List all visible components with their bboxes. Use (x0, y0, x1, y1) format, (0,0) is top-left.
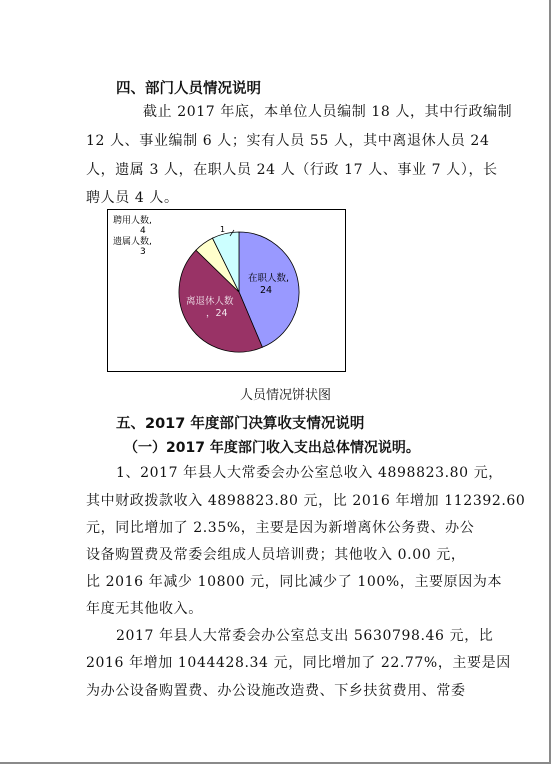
section-5-heading: 五、2017 年度部门决算收支情况说明 (116, 416, 365, 432)
section-5-line-9: 为办公设备购置费、办公设施改造费、下乡扶贫费用、常委 (86, 683, 466, 699)
section-4-line-3: 人，遗属 3 人，在职人员 24 人（行政 17 人、事业 7 人），长 (86, 162, 498, 178)
pie-chart-svg (108, 210, 345, 371)
section-5-line-7: 2017 年县人大常委会办公室总支出 5630798.46 元，比 (116, 628, 494, 644)
section-5-line-6: 年度无其他收入。 (86, 601, 203, 617)
pie-label-lituixiu-name: 离退休人数 (186, 296, 234, 307)
personnel-pie-chart (107, 209, 346, 372)
section-4-line-4: 聘人员 4 人。 (86, 190, 179, 206)
pie-label-zaizhi-name: 在职人数, (248, 273, 290, 284)
pie-label-yishu-value: 3 (140, 247, 146, 257)
section-5-line-1: 1、2017 年县人大常委会办公室总收入 4898823.80 元， (116, 465, 503, 481)
section-4-line-1: 截止 2017 年底，本单位人员编制 18 人，其中行政编制 (143, 104, 513, 120)
section-5-subheading: （一）2017 年度部门收入支出总体情况说明。 (124, 440, 420, 456)
pie-callout-label: 1 (220, 225, 226, 234)
section-5-line-5: 比 2016 年减少 10800 元，同比减少了 100%，主要原因为本 (86, 574, 503, 590)
chart-caption: 人员情况饼状图 (240, 388, 332, 403)
pie-label-zaizhi-value: 24 (260, 285, 273, 296)
pie-label-pinyong-value: 4 (140, 226, 146, 236)
pie-label-pinyong-name: 聘用人数, (113, 216, 152, 226)
section-5-line-4: 设备购置费及常委会组成人员培训费；其他收入 0.00 元， (86, 547, 466, 563)
section-5-line-8: 2016 年增加 1044428.34 元，同比增加了 22.77%，主要是因 (86, 655, 511, 671)
section-4-heading: 四、部门人员情况说明 (116, 81, 261, 97)
section-4-line-2: 12 人、事业编制 6 人；实有人员 55 人，其中离退休人员 24 (86, 133, 490, 149)
section-5-line-3: 元，同比增加了 2.35%，主要是因为新增离休公务费、办公 (86, 520, 475, 536)
pie-label-lituixiu-value: ，24 (206, 308, 228, 319)
section-5-line-2: 其中财政拨款收入 4898823.80 元，比 2016 年增加 112392.60 (86, 493, 526, 509)
pie-label-yishu-name: 遗属人数, (113, 237, 152, 247)
